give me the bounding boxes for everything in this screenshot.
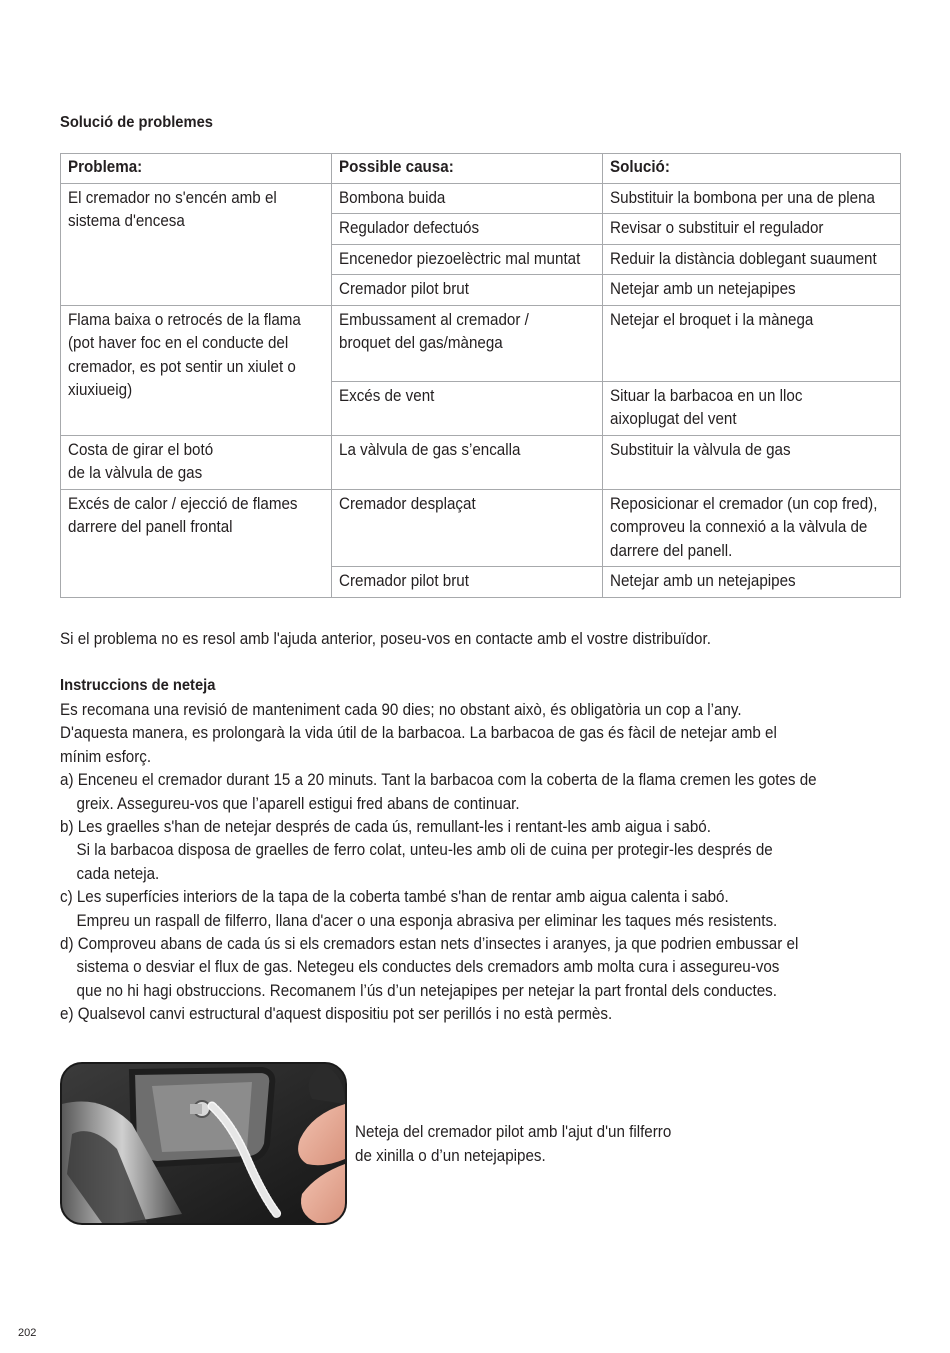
solution-cell: Netejar el broquet i la mànega <box>603 305 901 381</box>
photo-illustration <box>62 1064 345 1223</box>
list-item: c) Les superfícies interiors de la tapa de la coberta també s'han de rentar amb aigua calenta i sabó. Empreu un raspall de filferro, llana d'acer o una esponja abrasiva per eliminar les taques més resistents. <box>60 888 778 930</box>
cleaning-instructions <box>60 699 940 1027</box>
table-row <box>61 305 901 381</box>
cause-cell: Encenedor piezoelèctric mal muntat <box>332 244 603 275</box>
list-item: e) Qualsevol canvi estructural d'aquest dispositiu pot ser perillós i no està permès. <box>60 1005 613 1024</box>
solution-cell: Substituir la vàlvula de gas <box>603 435 901 489</box>
intro-line: Es recomana una revisió de manteniment cada 90 dies; no obstant això, és obligatòria un cop a l’any. <box>60 701 742 719</box>
solution-cell: Situar la barbacoa en un lloc aixoplugat del vent <box>603 381 901 435</box>
cause-cell: Cremador desplaçat <box>332 489 603 567</box>
list-item: a) Enceneu el cremador durant 15 a 20 minuts. Tant la barbacoa com la coberta de la flama cremen les gotes de greix. Assegureu-vos que l’aparell estigui fred abans de continuar. <box>60 771 817 813</box>
solution-cell: Substituir la bombona per una de plena <box>603 183 901 214</box>
cause-cell: Embussament al cremador / broquet del gas/mànega <box>332 305 603 381</box>
header-cause: Possible causa: <box>332 154 603 184</box>
page-number: 202 <box>18 1327 37 1339</box>
problem-cell: El cremador no s'encén amb el sistema d'encesa <box>61 183 332 305</box>
table-header-row <box>61 154 901 184</box>
photo-caption: Neteja del cremador pilot amb l'ajut d'un filferro de xinilla o d’un netejapipes. <box>355 1123 672 1165</box>
solution-cell: Reposicionar el cremador (un cop fred), comproveu la connexió a la vàlvula de darrere del panell. <box>603 489 901 567</box>
table-row <box>61 489 901 567</box>
header-problem: Problema: <box>61 154 332 184</box>
intro-line: D'aquesta manera, es prolongarà la vida útil de la barbacoa. La barbacoa de gas és fàcil de netejar amb el <box>60 724 777 743</box>
problem-cell: Costa de girar el botó de la vàlvula de gas <box>61 435 332 489</box>
intro-line: mínim esforç. <box>60 747 152 766</box>
cause-cell: La vàlvula de gas s’encalla <box>332 435 603 489</box>
solution-cell: Netejar amb un netejapipes <box>603 567 901 598</box>
cause-cell: Excés de vent <box>332 381 603 435</box>
header-solution: Solució: <box>603 154 901 184</box>
table-row <box>61 183 901 214</box>
cause-cell: Cremador pilot brut <box>332 567 603 598</box>
table-row <box>61 435 901 489</box>
list-item: b) Les graelles s'han de netejar després de cada ús, remullant-les i rentant-les amb aigua i sabó. Si la barbacoa disposa de graelles de ferro colat, unteu-les amb oli de cuina per protegir-les després de cada neteja. <box>60 818 773 883</box>
cause-cell: Regulador defectuós <box>332 214 603 245</box>
problem-cell: Excés de calor / ejecció de flames darrere del panell frontal <box>61 489 332 597</box>
troubleshooting-table <box>60 153 901 598</box>
cause-cell: Cremador pilot brut <box>332 275 603 306</box>
troubleshooting-title: Solució de problemes <box>60 114 213 131</box>
cleaning-title: Instruccions de neteja <box>60 677 216 694</box>
solution-cell: Netejar amb un netejapipes <box>603 275 901 306</box>
solution-cell: Reduir la distància doblegant suaument <box>603 244 901 275</box>
list-item: d) Comproveu abans de cada ús si els cremadors estan nets d’insectes i aranyes, ja que podrien embussar el sistema o desviar el flux de gas. Netegeu els conductes dels cremadors amb molta cura i assegureu-vos que no hi hagi obstruccions. Recomanem l’ús d’un netejapipes per netejar la part frontal dels conductes. <box>60 935 799 1000</box>
solution-cell: Revisar o substituir el regulador <box>603 214 901 245</box>
troubleshooting-note: Si el problema no es resol amb l'ajuda anterior, poseu-vos en contacte amb el vostre distribuïdor. <box>60 630 711 648</box>
pilot-burner-cleaning-photo <box>60 1062 347 1225</box>
cause-cell: Bombona buida <box>332 183 603 214</box>
problem-cell: Flama baixa o retrocés de la flama (pot haver foc en el conducte del cremador, es pot sentir un xiulet o xiuxiueig) <box>61 305 332 435</box>
